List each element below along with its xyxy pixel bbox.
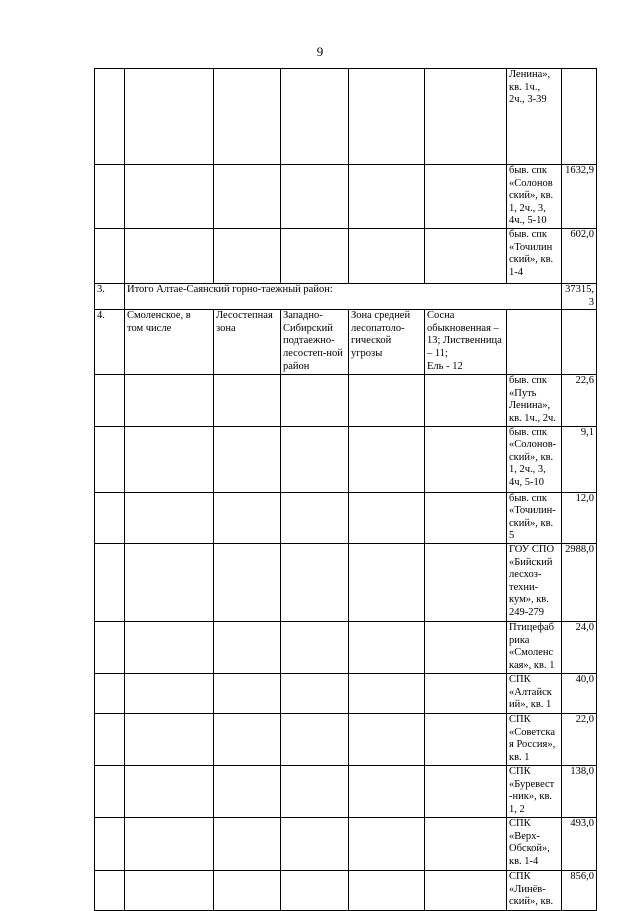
forest-region-cell xyxy=(281,165,349,229)
owner-cell xyxy=(507,870,562,910)
area-value-cell: 22,6 xyxy=(562,375,597,426)
municipality-cell xyxy=(125,310,214,375)
cell-text-line: район xyxy=(283,360,310,372)
cell-text-line: кв. 1-4 xyxy=(509,855,539,867)
cell-text-line: 1, 2ч., 3, xyxy=(509,202,546,214)
cell-text-line: 1, 2ч., 3, xyxy=(509,464,546,476)
cell-text-line: ский», кв. xyxy=(509,254,554,266)
pathology-zone-cell xyxy=(349,229,425,284)
forest-region-cell xyxy=(281,817,349,870)
species-cell xyxy=(425,870,507,910)
municipality-cell xyxy=(125,870,214,910)
area-value-cell xyxy=(562,69,597,165)
owner-cell xyxy=(507,817,562,870)
cell-text-line: кум», кв. xyxy=(509,594,549,606)
pathology-zone-cell xyxy=(349,765,425,817)
cell-text-line: «Верх- xyxy=(509,830,540,842)
area-value-cell: 12,0 xyxy=(562,492,597,543)
species-cell xyxy=(425,229,507,284)
owner-cell xyxy=(507,229,562,284)
species-cell xyxy=(425,310,507,375)
cell-text-line: кв. 1 xyxy=(509,751,530,763)
cell-text-line: лесхоз- xyxy=(509,569,542,581)
row-number-cell xyxy=(95,543,125,621)
table-row xyxy=(95,765,597,817)
table-row xyxy=(95,229,597,284)
forest-region-cell xyxy=(281,621,349,673)
cell-text-line: «Точилин- xyxy=(509,505,556,517)
cell-text-line: «Алтайск xyxy=(509,686,552,698)
cell-text-line: Смоленское, в xyxy=(127,310,191,322)
forest-region-cell xyxy=(281,375,349,426)
cell-text-line: рика xyxy=(509,634,530,646)
row-number-cell xyxy=(95,165,125,229)
natural-zone-cell xyxy=(214,817,281,870)
municipality-cell xyxy=(125,817,214,870)
natural-zone-cell xyxy=(214,765,281,817)
natural-zone-cell xyxy=(214,310,281,375)
cell-text-line: – 11; xyxy=(427,347,448,359)
document-table xyxy=(94,68,597,911)
area-value-cell xyxy=(562,310,597,375)
municipality-cell xyxy=(125,69,214,165)
cell-text-line: ский», кв. xyxy=(509,190,554,202)
cell-text-line: том числе xyxy=(127,322,172,334)
row-number-cell xyxy=(95,817,125,870)
forest-region-cell xyxy=(281,426,349,492)
cell-text-line: быв. спк xyxy=(509,426,547,438)
species-cell xyxy=(425,165,507,229)
forest-region-cell xyxy=(281,870,349,910)
cell-text-line: 4ч, 5-10 xyxy=(509,476,545,488)
pathology-zone-cell xyxy=(349,817,425,870)
natural-zone-cell xyxy=(214,621,281,673)
cell-text-line: подтаежно- xyxy=(283,335,335,347)
row-number-cell xyxy=(95,765,125,817)
table-row xyxy=(95,817,597,870)
cell-text-line: «Бийский xyxy=(509,556,553,568)
owner-cell xyxy=(507,492,562,543)
cell-text-line: быв. спк xyxy=(509,492,547,504)
table-row xyxy=(95,492,597,543)
owner-cell xyxy=(507,543,562,621)
row-number-cell xyxy=(95,69,125,165)
cell-text-line: «Точилин xyxy=(509,241,553,253)
row-number-cell xyxy=(95,375,125,426)
cell-text-line: Сибирский xyxy=(283,322,333,334)
cell-text-line: 1, 2 xyxy=(509,803,525,815)
municipality-cell xyxy=(125,165,214,229)
table-row xyxy=(95,165,597,229)
table-row xyxy=(95,284,597,310)
forest-region-cell xyxy=(281,229,349,284)
forest-region-cell xyxy=(281,69,349,165)
cell-text-line: техни- xyxy=(509,581,539,593)
pathology-zone-cell xyxy=(349,426,425,492)
pathology-zone-cell xyxy=(349,543,425,621)
owner-cell xyxy=(507,765,562,817)
forest-region-cell xyxy=(281,713,349,765)
natural-zone-cell xyxy=(214,165,281,229)
owner-cell xyxy=(507,375,562,426)
cell-text-line: СПК xyxy=(509,713,531,725)
cell-text-line: «Смоленс xyxy=(509,647,554,659)
owner-cell xyxy=(507,713,562,765)
row-number-cell xyxy=(95,492,125,543)
table-row xyxy=(95,69,597,165)
row-number-cell xyxy=(95,713,125,765)
species-cell xyxy=(425,713,507,765)
page-number: 9 xyxy=(316,44,324,59)
owner-cell xyxy=(507,621,562,673)
cell-text-line: ский», кв. xyxy=(509,517,554,529)
table-body xyxy=(95,69,597,911)
municipality-cell xyxy=(125,765,214,817)
row-number-cell: 3. xyxy=(95,284,125,310)
cell-text-line: Сосна xyxy=(427,310,455,322)
cell-text-line: Лесостепная xyxy=(216,310,273,322)
pathology-zone-cell xyxy=(349,713,425,765)
table-row xyxy=(95,310,597,375)
table-row xyxy=(95,375,597,426)
municipality-cell xyxy=(125,375,214,426)
pathology-zone-cell xyxy=(349,375,425,426)
owner-cell xyxy=(507,69,562,165)
municipality-cell xyxy=(125,543,214,621)
pathology-zone-cell xyxy=(349,870,425,910)
cell-text-line: обыкновенная – xyxy=(427,322,499,334)
cell-text-line: 249-279 xyxy=(509,606,544,618)
cell-text-line: кв. 1ч., 2ч. xyxy=(509,412,556,424)
municipality-cell xyxy=(125,621,214,673)
cell-text-line: СПК xyxy=(509,870,531,882)
table-row xyxy=(95,713,597,765)
species-cell xyxy=(425,621,507,673)
cell-text-line: Ель - 12 xyxy=(427,360,463,372)
area-value-cell: 24,0 xyxy=(562,621,597,673)
pathology-zone-cell xyxy=(349,165,425,229)
table-row xyxy=(95,673,597,713)
forest-region-cell xyxy=(281,765,349,817)
natural-zone-cell xyxy=(214,375,281,426)
pathology-zone-cell xyxy=(349,673,425,713)
table-row xyxy=(95,621,597,673)
cell-text-line: зона xyxy=(216,322,236,334)
species-cell xyxy=(425,673,507,713)
cell-text-line: «Солонов xyxy=(509,177,553,189)
cell-text-line: гической xyxy=(351,335,392,347)
cell-text-line: СПК xyxy=(509,765,531,777)
area-value-cell: 856,0 xyxy=(562,870,597,910)
species-cell xyxy=(425,817,507,870)
cell-text-line: Птицефаб xyxy=(509,621,555,633)
cell-text-line: -ник», кв. xyxy=(509,791,553,803)
row-number-cell: 4. xyxy=(95,310,125,375)
municipality-cell xyxy=(125,673,214,713)
cell-text-line: «Путь xyxy=(509,387,537,399)
natural-zone-cell xyxy=(214,229,281,284)
municipality-cell xyxy=(125,713,214,765)
natural-zone-cell xyxy=(214,426,281,492)
cell-text-line: ГОУ СПО xyxy=(509,543,555,555)
cell-text-line: я Россия», xyxy=(509,739,556,751)
species-cell xyxy=(425,765,507,817)
municipality-cell xyxy=(125,229,214,284)
area-value-cell: 1632,9 xyxy=(562,165,597,229)
row-number-cell xyxy=(95,229,125,284)
pathology-zone-cell xyxy=(349,492,425,543)
forest-region-cell xyxy=(281,673,349,713)
species-cell xyxy=(425,543,507,621)
row-number-cell xyxy=(95,673,125,713)
forest-region-cell xyxy=(281,543,349,621)
row-number-cell xyxy=(95,426,125,492)
cell-text-line: «Солонов- xyxy=(509,439,557,451)
cell-text-line: Ленина», xyxy=(509,400,551,412)
area-value-cell: 22,0 xyxy=(562,713,597,765)
natural-zone-cell xyxy=(214,69,281,165)
municipality-cell xyxy=(125,492,214,543)
cell-text-line: 4ч., 5-10 xyxy=(509,215,547,227)
species-cell xyxy=(425,375,507,426)
cell-text-line: «Советска xyxy=(509,726,556,738)
area-value-cell: 2988,0 xyxy=(562,543,597,621)
owner-cell xyxy=(507,310,562,375)
cell-text-line: быв. спк xyxy=(509,375,547,387)
species-cell xyxy=(425,426,507,492)
cell-text-line: ский», кв. xyxy=(509,896,554,908)
area-value-cell: 602,0 xyxy=(562,229,597,284)
pathology-zone-cell xyxy=(349,621,425,673)
cell-text-line: быв. спк xyxy=(509,229,547,240)
cell-text-line: Зона средней xyxy=(351,310,411,322)
area-value-cell: 493,0 xyxy=(562,817,597,870)
table-row xyxy=(95,870,597,910)
cell-text-line: 13; Лиственница xyxy=(427,335,502,347)
natural-zone-cell xyxy=(214,713,281,765)
area-value-cell: 138,0 xyxy=(562,765,597,817)
owner-cell xyxy=(507,165,562,229)
cell-text-line: 1-4 xyxy=(509,266,523,278)
cell-text-line: Западно- xyxy=(283,310,323,322)
natural-zone-cell xyxy=(214,543,281,621)
cell-text-line: 2ч., 3-39 xyxy=(509,94,547,106)
row-number-cell xyxy=(95,621,125,673)
cell-text-line: «Буревест xyxy=(509,778,555,790)
cell-text-line: «Линёв- xyxy=(509,883,546,895)
species-cell xyxy=(425,69,507,165)
table-row xyxy=(95,543,597,621)
cell-text-line: ский», кв. xyxy=(509,451,554,463)
owner-cell xyxy=(507,426,562,492)
cell-text-line: кая», кв. 1 xyxy=(509,659,555,671)
pathology-zone-cell xyxy=(349,69,425,165)
owner-cell xyxy=(507,673,562,713)
natural-zone-cell xyxy=(214,870,281,910)
municipality-cell xyxy=(125,426,214,492)
cell-text-line: кв. 1ч., xyxy=(509,81,541,93)
cell-text-line: Обской», xyxy=(509,843,550,855)
area-value-cell: 37315,3 xyxy=(562,284,597,310)
cell-text-line: ий», кв. 1 xyxy=(509,699,552,711)
natural-zone-cell xyxy=(214,492,281,543)
area-value-cell: 9,1 xyxy=(562,426,597,492)
table-row xyxy=(95,426,597,492)
row-number-cell xyxy=(95,870,125,910)
forest-region-cell xyxy=(281,492,349,543)
cell-text-line: СПК xyxy=(509,817,531,829)
cell-text-line: СПК xyxy=(509,673,531,685)
cell-text-line: 5 xyxy=(509,530,515,542)
area-value-cell: 40,0 xyxy=(562,673,597,713)
cell-text-line: лесостеп-ной xyxy=(283,347,343,359)
cell-text-line: быв. спк xyxy=(509,165,547,176)
natural-zone-cell xyxy=(214,673,281,713)
forest-region-cell xyxy=(281,310,349,375)
cell-text-line: угрозы xyxy=(351,347,383,359)
species-cell xyxy=(425,492,507,543)
cell-text-line: Ленина», xyxy=(509,69,551,80)
summary-text-cell: Итого Алтае-Саянский горно-таежный район: xyxy=(125,284,562,310)
cell-text-line: лесопатоло- xyxy=(351,322,405,334)
pathology-zone-cell xyxy=(349,310,425,375)
